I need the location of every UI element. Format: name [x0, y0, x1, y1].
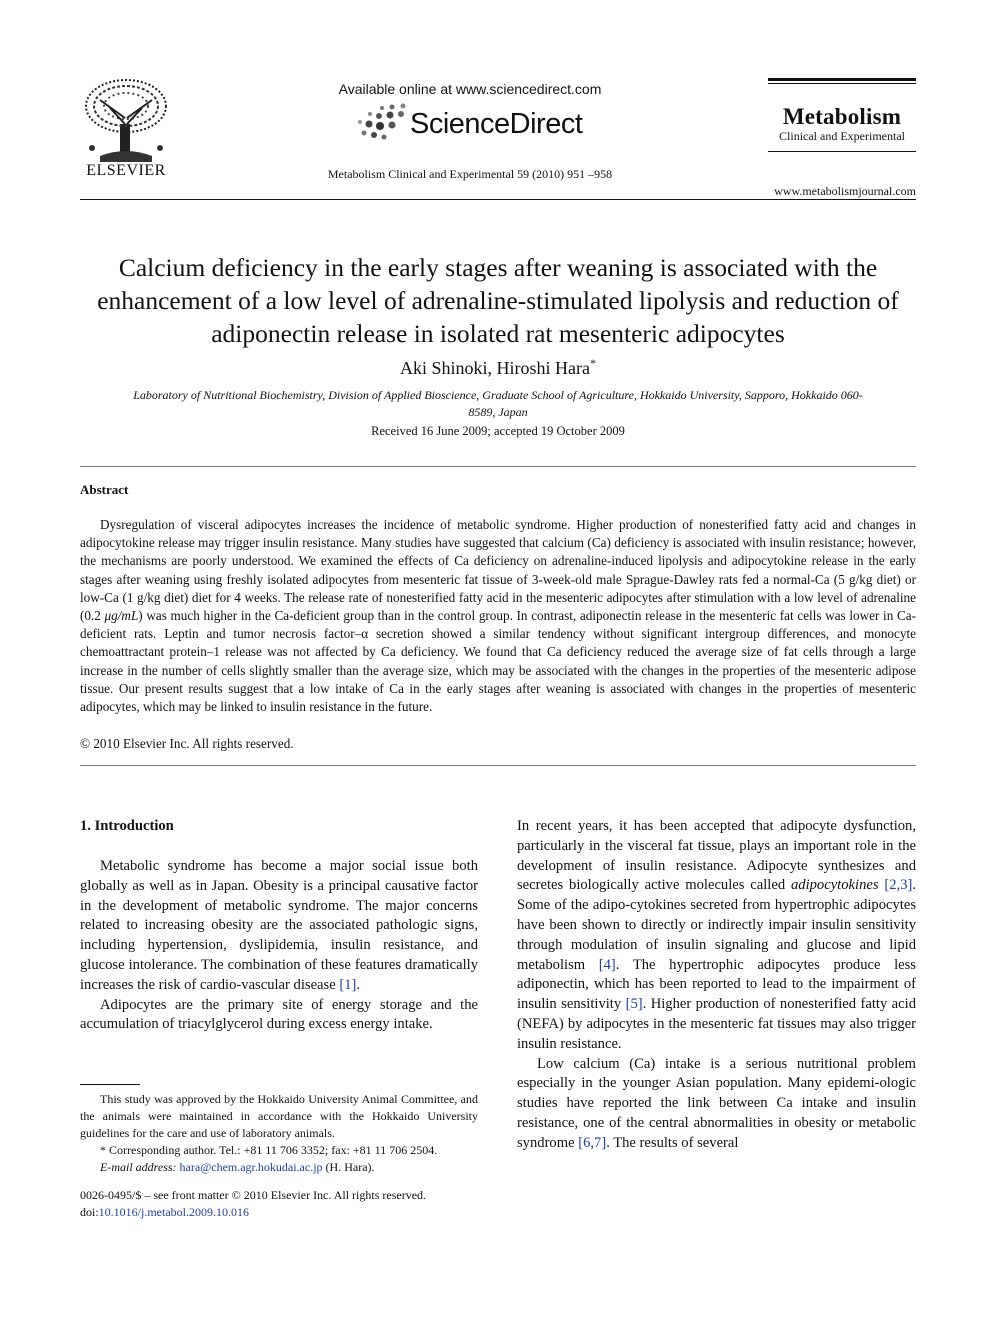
right-column: [517, 817, 916, 1154]
paragraph: [517, 1055, 916, 1154]
paragraph: Adipocytes are the primary site of energy storage and the accumulation of triacylglycerol during excess energy intake.: [80, 996, 478, 1033]
reference-link[interactable]: [6,7]: [578, 1134, 607, 1151]
left-column: [80, 857, 478, 1035]
article-authors: [80, 356, 916, 379]
email-label: E-mail address:: [100, 1160, 177, 1174]
doi-link[interactable]: 10.1016/j.metabol.2009.10.016: [98, 1205, 249, 1219]
issn-doi-block: [80, 1187, 500, 1221]
email-link[interactable]: hara@chem.agr.hokudai.ac.jp: [179, 1160, 323, 1174]
abstract-top-rule: [80, 466, 916, 467]
reference-link[interactable]: [2,3]: [884, 877, 913, 894]
corresponding-author-mark[interactable]: *: [589, 356, 596, 370]
email-suffix: (H. Hara).: [322, 1160, 375, 1174]
masthead-rule: [768, 151, 916, 152]
paragraph-text: Low calcium (Ca) intake is a serious nutritional problem especially in the younger Asian population. Many epidemi-ologic studies have reported the link between Ca intake and insulin resistance, one of the central abnormalities in obesity or metabolic syndrome: [517, 1055, 916, 1151]
paragraph-text: .: [356, 976, 361, 993]
reference-link[interactable]: [5]: [625, 996, 643, 1013]
paragraph-text: Metabolic syndrome has become a major social issue both globally as well as in Japan. Obesity is a principal causative factor in the development of metabolic syndrome. The major concerns related to increasing obesity are the associated pathologic signs, including hypertension, dyslipidemia, insulin resistance, and glucose intolerance. The combination of these features dramatically increases the risk of cardio-vascular disease: [80, 858, 478, 993]
journal-subtitle: Clinical and Experimental: [779, 129, 905, 143]
italic-term: adipocytokines: [790, 877, 879, 894]
reference-link[interactable]: [1]: [339, 976, 357, 993]
sciencedirect-dots-icon: [352, 102, 412, 144]
journal-name: Metabolism: [782, 104, 902, 129]
footnote-email: [80, 1159, 478, 1176]
doi-line: [80, 1204, 500, 1221]
abstract-bottom-rule: [80, 765, 916, 766]
footnote-corresponding: * Corresponding author. Tel.: +81 11 706 3352; fax: +81 11 706 2504.: [100, 1143, 438, 1157]
section-heading-introduction: 1. Introduction: [80, 818, 174, 834]
footnote-ethics: This study was approved by the Hokkaido University Animal Committee, and the animals were maintained in accordance with the Hokkaido University guidelines for the care and use of laboratory animals.: [80, 1092, 478, 1140]
sciencedirect-logo[interactable]: [352, 102, 592, 144]
author-affiliation: Laboratory of Nutritional Biochemistry, Division of Applied Bioscience, Graduate School of Agriculture, Hokkaido University, Sapporo, Hokkaido 060-8589, Japan: [133, 388, 863, 419]
abstract-copyright: © 2010 Elsevier Inc. All rights reserved.: [80, 736, 294, 751]
paragraph-text: . The results of several: [606, 1134, 739, 1151]
footnotes: [80, 1091, 478, 1176]
abstract-unit: μg/mL: [104, 608, 139, 624]
journal-url-link[interactable]: www.metabolismjournal.com: [774, 184, 916, 198]
article-title: Calcium deficiency in the early stages after weaning is associated with the enhancement of a low level of adrenaline-stimulated lipolysis and reduction of adiponectin release in isolated rat mesenteric adipocytes: [97, 253, 899, 348]
paragraph-text: . Higher production of nonesterified fatty acid (NEFA) by adipocytes in the mesenteric fat tissues may also trigger insulin resistance.: [517, 996, 916, 1052]
paragraph: [80, 857, 478, 996]
header-divider: [80, 199, 916, 200]
issn-line: 0026-0495/$ – see front matter © 2010 Elsevier Inc. All rights reserved.: [80, 1188, 427, 1202]
masthead-rule: [768, 78, 916, 81]
elsevier-tree-logo-icon: [80, 78, 172, 162]
paragraph-text: In recent years, it has been accepted that adipocyte dysfunction, particularly in the visceral fat tissue, plays an important role in the development of insulin resistance. Adipocyte synthesizes and secretes biologically active molecules called: [517, 818, 916, 894]
paragraph-text: . The hypertrophic adipocytes produce less adiponectin, which has been reported to lead to the impairment of insulin sensitivity: [517, 956, 916, 1013]
author-names: Aki Shinoki, Hiroshi Hara: [400, 358, 590, 378]
abstract-heading: Abstract: [80, 482, 129, 497]
received-dates: Received 16 June 2009; accepted 19 October 2009: [371, 424, 625, 438]
journal-citation: Metabolism Clinical and Experimental 59 (2010) 951 –958: [327, 167, 613, 181]
publisher-name: ELSEVIER: [86, 162, 166, 179]
abstract-text-part: Dysregulation of visceral adipocytes increases the incidence of metabolic syndrome. Higher production of nonesterified fatty acid and changes in adipocytokine release may trigger insulin resistance. Many studies have suggested that calcium (Ca) deficiency is associated with insulin resistance; however, the mechanisms are poorly understood. We examined the effects of Ca deficiency on adrenaline-induced lipolysis and adipocytokine release in the early stages after weaning using freshly isolated adipocytes from mesenteric fat tissue of 3-week-old male Sprague-Dawley rats fed a normal-Ca (5 g/kg diet) or low-Ca (1 g/kg diet) diet for 4 weeks. The release rate of nonesterified fatty acid in the mesenteric adipocytes after stimulation with a low level of adrenaline (0.2: [80, 517, 916, 624]
paragraph-text: . Some of the adipo-cytokines secreted from hypertrophic adipocytes have been shown to directly or indirectly impair insulin sensitivity through modulation of insulin signaling and glucose and lipid metabolism: [517, 877, 917, 973]
doi-label: doi:: [80, 1205, 99, 1219]
reference-link[interactable]: [4]: [598, 956, 616, 973]
paragraph: [517, 817, 916, 1055]
journal-masthead: [768, 78, 916, 152]
sciencedirect-wordmark: ScienceDirect: [410, 108, 583, 140]
masthead-rule: [768, 83, 916, 84]
abstract-text: [80, 516, 916, 716]
elsevier-logo: [80, 78, 172, 184]
footnote-rule: [80, 1084, 140, 1085]
available-online-text[interactable]: Available online at www.sciencedirect.com: [338, 81, 602, 97]
abstract-text-part: ) was much higher in the Ca-deficient group than in the control group. In contrast, adiponectin release in the mesenteric fat cells was lower in Ca-deficient rats. Leptin and tumor necrosis factor–α secretion showed a similar tendency without significant intergroup differences, and monocyte chemoattractant protein–1 release was not affected by Ca deficiency. We found that Ca deficiency reduced the average size of fat cells through a large increase in the number of cells slightly smaller than the average size, which may be associated with the changes in the properties of the mesenteric adipose tissue. Our present results suggest that a low intake of Ca in the early stages after weaning is associated with changes in the properties of mesenteric adipocytes, which may be linked to insulin resistance in the future.: [80, 608, 916, 715]
